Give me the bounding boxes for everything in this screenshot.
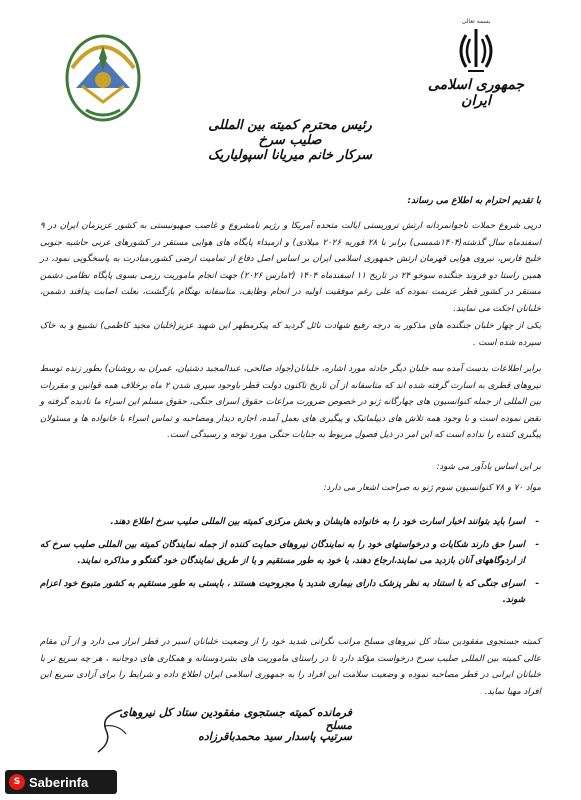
paragraph-geneva-articles: مواد ۷۰ و ۷۸ کنوانسیون سوم ژنو به صراحت اشعار می دارد: <box>323 483 541 493</box>
paragraph-martyr: یکی از چهار خلبان جنگنده های مذکور به درجه رفیع شهادت نائل گردید که پیکرمطهر این شهید عزیز(خلبان مجید کاظمی) تشییع و به خاک سپرده شده است . <box>40 321 541 348</box>
recipient-name: سرکار خانم میریانا اسپولیاریک <box>207 148 373 163</box>
iran-emblem-block <box>421 18 531 109</box>
handwritten-signature-icon <box>92 706 132 756</box>
list-item: - اسرای جنگی که با استناد به نظر پزشک دارای بیماری شدید یا مجروحیت هستند ، بایستی به طور مستقیم به کشور متبوع خود اعزام شوند. <box>40 576 541 609</box>
emblem-country-name: جمهوری اسلامی ایران <box>427 77 525 109</box>
geneva-provisions-list <box>40 514 541 615</box>
iran-emblem-icon <box>454 27 498 75</box>
paragraph-reminder: بر این اساس یادآور می شود: <box>436 462 541 472</box>
signatory-title: فرمانده کمیته جستجوی مفقودین ستاد کل نیروهای مسلح <box>119 706 352 732</box>
paragraph-captivity: برابر اطلاعات بدست آمده سه خلبان دیگر حادثه مورد اشاره، خلبانان(جواد صالحی، عبدالمجید دشتیان، عمران به روشنان) بطور زنده توسط نیروهای قطری به اسارت گرفته شده اند که متاسفانه از آن تاریخ تاکنون دولت قطر باوجود سپری شدن ۲ ماه برخلاف همه قوانین و مقررات بین المللی از جمله کنوانسیون های چهارگانه ژنو در خصوص ضرورت مراعات حقوق اسرای جنگی، حقوق مسلم این اسراء ما نادیده گرفته و نقض نموده است و با وجود همه تلاش های دیپلماتیک و پیگیری های بعمل آمده، اجازه دیدار ومصاحبه و تماس اسراء با خانواده ها و مسئولان پیگیری کننده را نداده است که این امر در ذیل فصول مربوط به جنایات جنگی مورد توجه و رسیدگی است. <box>40 364 541 440</box>
saberinfa-watermark <box>5 770 117 794</box>
recipient-title: رئیس محترم کمیته بین المللی صلیب سرخ <box>208 118 372 148</box>
signatory-name: سرتیپ پاسدار سید محمدباقرزاده <box>198 730 352 743</box>
greeting: با تقدیم احترام به اطلاع می رساند: <box>407 196 541 206</box>
armed-forces-emblem-icon <box>62 28 144 124</box>
signature-block <box>92 702 352 772</box>
list-item: - اسرا باید بتوانند اخبار اسارت خود را به خانواده هایشان و بخش مرکزی کمیته بین المللی صلیب سرخ اطلاع دهند. <box>40 514 541 531</box>
emblem-motto: بسمه تعالی <box>461 18 491 25</box>
saberinfa-logo-icon: S <box>9 774 25 790</box>
watermark-text: Saberinfa <box>29 774 89 790</box>
paragraph-incident: درپی شروع حملات ناجوانمردانه ارتش تروریستی ایالت متحده آمریکا و رژیم نامشروع و غاصب صهیونیستی به کشور عزیزمان ایران در ۹ اسفندماه سال گذشته(۱۴۰۴شمسی) برابر با ۲۸ فوریه ۲۰۲۶ میلادی) و ازمبداء پایگاه های هوایی مستقر در کشورهای عربی حاشیه جنوبی خلیج فارس، نیروی هوایی قهرمان ارتش جمهوری اسلامی ایران بر اساس اصل دفاع از تمامیت ارضی کشور،مبادرت به پاسخگویی نمود، در همین راستا دو فروند جنگنده سوخو ۲۴ در تاریخ ۱۱ اسفندماه ۱۴۰۴ (۲مارس ۲۰۲۶) جهت انجام ماموریت رزمی بسوی پایگاه نظامی دشمن مستقر در کشور قطر عزیمت نموده که علی رغم موفقیت اولیه در انجام وظایف، متاسفانه بهنگام بازگشت، بعلت اصابت پدافند دشمن، خلبانان اجکت می نمایند. <box>40 221 542 314</box>
list-item: - اسرا حق دارند شکایات و درخواستهای خود را به نمایندگان نیروهای حمایت کننده از جمله نمایندگان کمیته بین المللی صلیب سرخ که از اردوگاههای آنان بازدید می نمایند،ارجاع دهند، یا خود به طور مستقیم و یا از طریق نمایندگان خود گفتگو و مذاکره نمایند. <box>40 537 541 570</box>
paragraph-request: کمیته جستجوی مفقودین ستاد کل نیروهای مسلح مراتب نگرانی شدید خود را از وضعیت خلبانان اسیر در قطر ابراز می دارد و از آن مقام عالی کمیته بین المللی صلیب سرخ درخواست مؤکد دارد تا در راستای ماموریت های بشردوستانه و همکاری های دوجانبه ، هر چه سریع تر با خلبانان ایرانی در قطر مصاحبه نموده و وضعیت سلامت این افراد را به جمهوری اسلامی ایران اطلاع داده و شرایط را برای آزادی سریع این افراد مهیا نماید. <box>40 637 541 697</box>
